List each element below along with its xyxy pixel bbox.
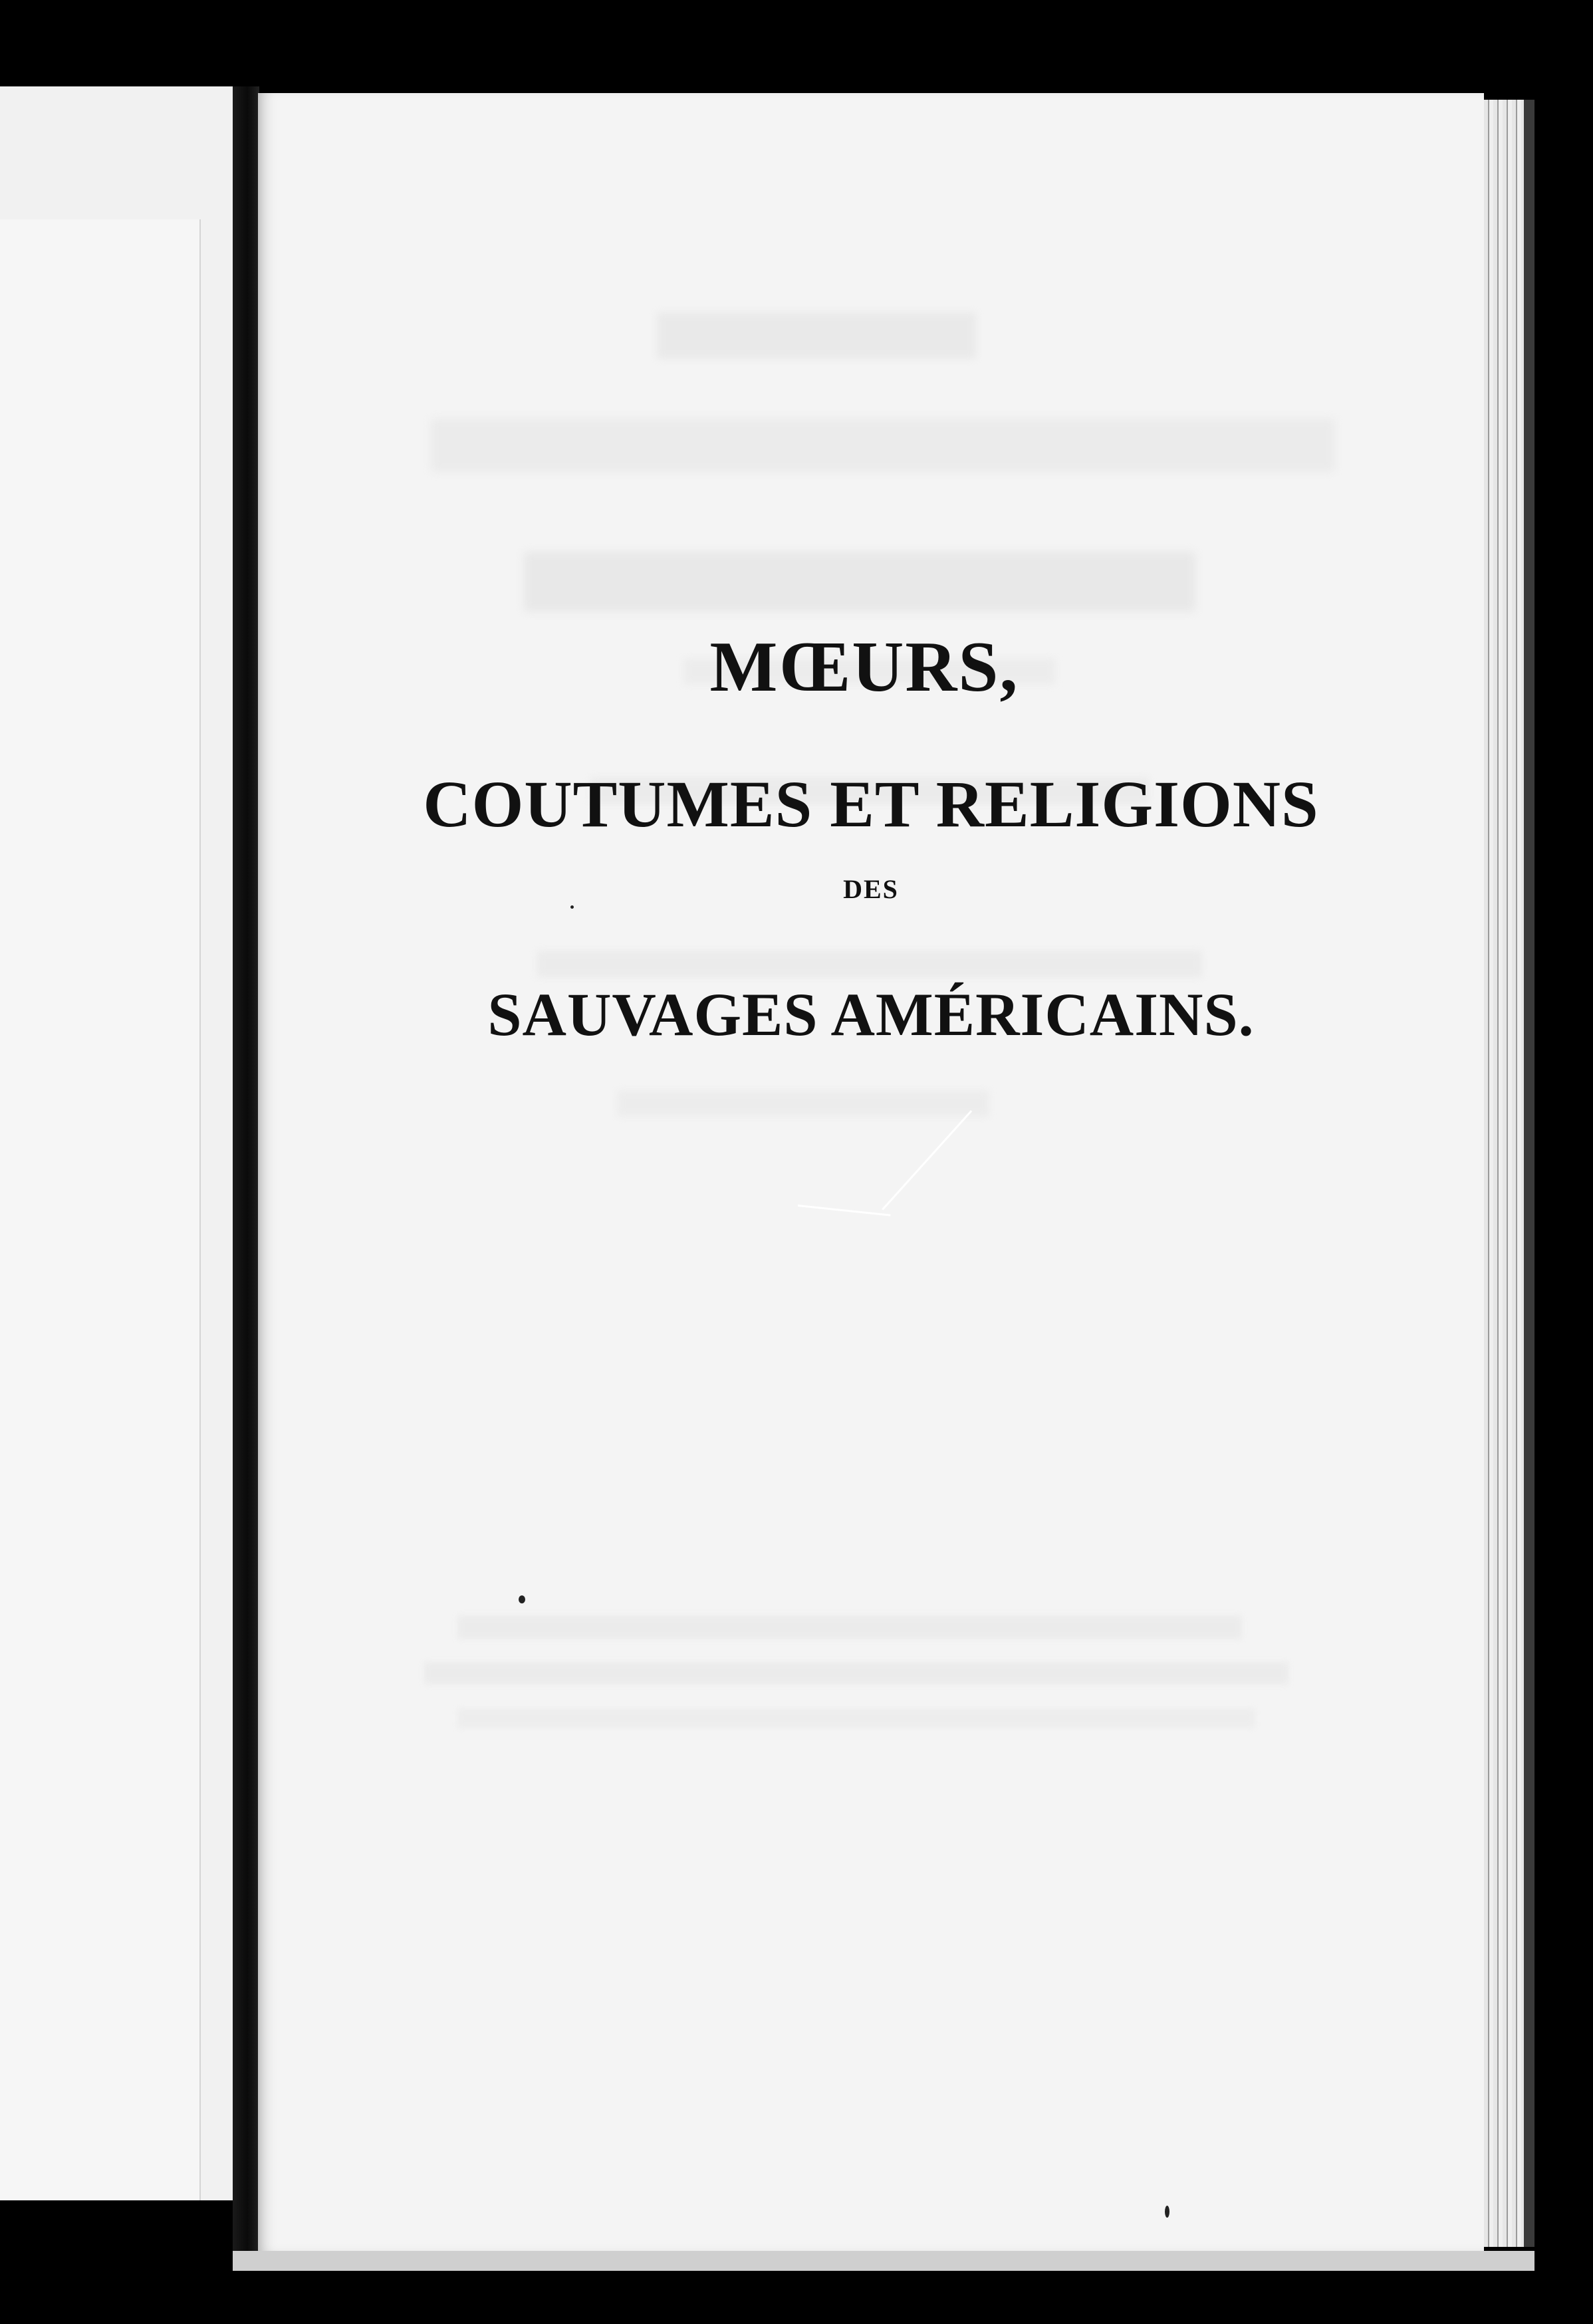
ink-speck [1165,2206,1169,2218]
title-line-moeurs: MŒURS, [709,628,1019,707]
title-line-coutumes: COUTUMES ET RELIGIONS [423,767,1319,841]
title-line-des: DES [843,874,899,904]
title-line-sauvages: SAUVAGES AMÉRICAINS. [487,981,1255,1048]
title-block [258,0,1484,2324]
ink-speck [570,905,574,909]
previous-page-edge [0,86,233,2200]
page-block-shadow [1524,100,1534,2247]
book-spine-shadow [233,86,259,2254]
previous-page-leaf [0,219,201,2200]
ink-speck [519,1595,525,1603]
page-block-edges [1484,100,1524,2247]
